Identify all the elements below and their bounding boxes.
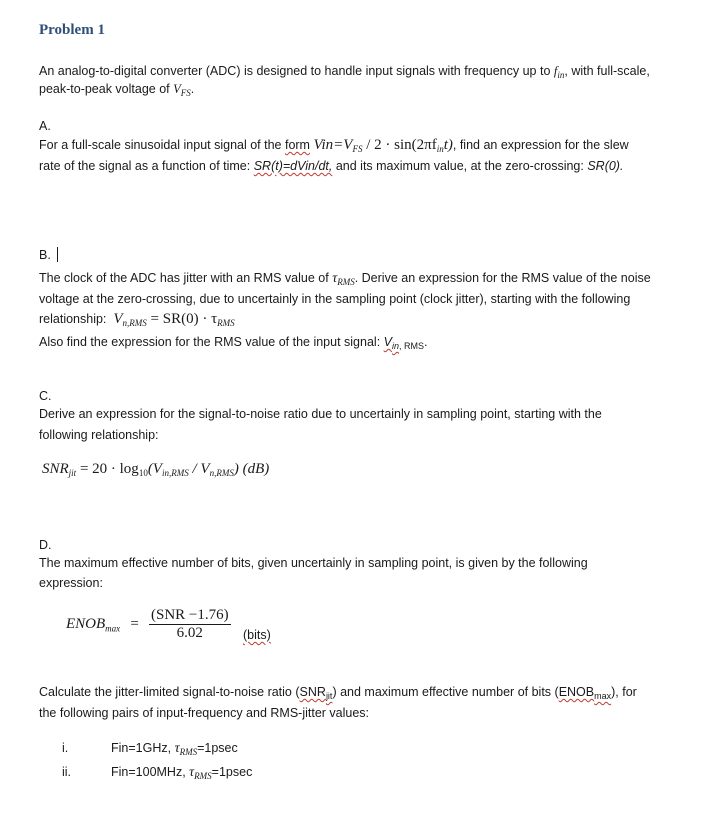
list-item: i. Fin=1GHz, $\tau_{RMS}=1psec$ xyxy=(62,741,238,757)
part-c-line-1: Derive an expression for the signal-to-noise ratio due to uncertainly in sampling point, starting with the xyxy=(39,407,602,421)
text-cursor xyxy=(57,247,58,262)
problem-title: Problem 1 xyxy=(39,22,105,38)
intro-line-1: An analog-to-digital converter (ADC) is designed to handle input signals with frequency up to $f_{in}$, with full-scale, xyxy=(39,64,650,80)
part-d-line-1: The maximum effective number of bits, given uncertainly in sampling point, is given by the following xyxy=(39,556,588,570)
part-b-line-1: The clock of the ADC has jitter with an RMS value of $\tau_{RMS}$. Derive an expression for the RMS value of the noise xyxy=(39,271,651,287)
part-b-label: B. xyxy=(39,245,58,266)
list-item: ii. Fin=100MHz, $\tau_{RMS}=1psec$ xyxy=(62,765,253,781)
part-a-line-1: For a full-scale sinusoidal input signal of the form $Vin=V_{FS} / 2 \cdot \sin(2\pi f_{in}t)$, find an expression for the slew xyxy=(39,137,629,154)
part-a-line-2: rate of the signal as a function of time: SR(t)=dVin/dt, and its maximum value, at the zero-crossing: SR(0). xyxy=(39,159,624,173)
part-d-line-2: expression: xyxy=(39,576,103,590)
calc-line-2: the following pairs of input-frequency and RMS-jitter values: xyxy=(39,706,370,720)
calc-line-1: Calculate the jitter-limited signal-to-noise ratio $(SNR_{jit})$ and maximum effective number of bits $(ENOB_{max})$, for xyxy=(39,685,637,701)
intro-line-2: peak-to-peak voltage of $V_{FS}$. xyxy=(39,82,195,98)
part-a-label: A. xyxy=(39,119,51,133)
enob-equation: $ENOB_{max}$ = $\frac{\text{(SNR −1.76)}}{6.02}$ xyxy=(66,607,229,641)
part-d-label: D. xyxy=(39,538,52,552)
bits-unit: (bits) xyxy=(243,628,271,642)
part-b-line-2: voltage at the zero-crossing, due to uncertainly in the sampling point (clock jitter), starting with the following xyxy=(39,292,631,306)
snr-equation: $SNR_{jit} = 20 \cdot \log_{10}(V_{in,RMS} / V_{n,RMS})$ (dB) xyxy=(42,461,270,478)
part-b-line-3: relationship: $V_{n,RMS} = SR(0) \cdot \tau_{RMS}$ xyxy=(39,311,235,328)
part-b-line-4: Also find the expression for the RMS value of the input signal: $V_{in, RMS}$. xyxy=(39,335,428,351)
part-c-line-2: following relationship: xyxy=(39,428,159,442)
part-c-label: C. xyxy=(39,389,52,403)
